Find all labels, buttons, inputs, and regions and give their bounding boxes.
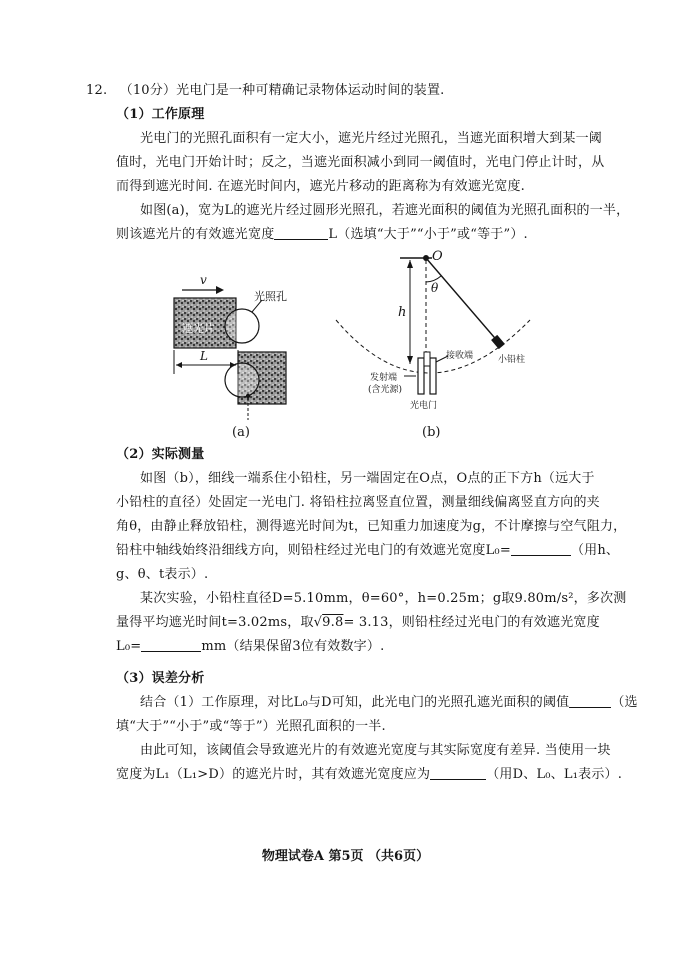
- answer-blank-5[interactable]: [430, 767, 486, 780]
- emitter-label: 发射端: [370, 373, 398, 383]
- paragraph-3-line-2: 小铅柱的直径）处固定一光电门. 将铅柱拉离竖直位置，测量细线偏离竖直方向的夹: [116, 495, 600, 510]
- text-segment: 宽度为L₁（L₁>D）的遮光片时，其有效遮光宽度应为: [116, 767, 431, 782]
- paragraph-2-line-2: [116, 226, 528, 244]
- velocity-label: v: [200, 273, 207, 287]
- paragraph-6-line-1: 由此可知，该阈值会导致遮光片的有效遮光宽度与其实际宽度有差异. 当使用一块: [140, 743, 611, 758]
- emitter-sublabel: (含光源): [368, 385, 403, 395]
- section-2-title: （2）实际测量: [116, 447, 205, 462]
- paragraph-1-line-1: 光电门的光照孔面积有一定大小，遮光片经过光照孔，当遮光面积增大到某一阈: [140, 131, 603, 146]
- text-segment: mm（结果保留3位有效数字）.: [201, 639, 385, 654]
- hole-label: 光照孔: [254, 290, 287, 303]
- text-segment: L（选填“大于”“小于”或“等于”）.: [328, 227, 528, 242]
- question-title: （10分）光电门是一种可精确记录物体运动时间的装置.: [119, 83, 445, 98]
- text-segment: = 3.13，则铅柱经过光电门的有效遮光宽度: [343, 615, 600, 630]
- width-label: L: [200, 349, 208, 363]
- paragraph-5-line-2: 填“大于”“小于”或“等于”）光照孔面积的一半.: [116, 719, 386, 734]
- text-segment: 量得平均遮光时间t=3.02ms，取: [116, 615, 314, 630]
- paragraph-4-line-1: 某次实验，小铅柱直径D=5.10mm，θ=60°，h=0.25m；g取9.80m/s²，多次测: [140, 591, 627, 606]
- paragraph-5-line-1: [140, 694, 638, 712]
- light-hole-upper: [225, 309, 259, 343]
- answer-blank-1[interactable]: [274, 227, 328, 240]
- paragraph-1-line-2: 值时，光电门开始计时；反之，当遮光面积减小到同一阈值时，光电门停止计时，从: [116, 155, 605, 170]
- page-footer: 物理试卷A 第5页 （共6页）: [261, 849, 430, 864]
- height-label: h: [398, 305, 407, 320]
- text-segment: 铅柱中轴线始终沿细线方向，则铅柱经过光电门的有效遮光宽度L₀=: [116, 543, 511, 558]
- figure-b-caption: (b): [422, 425, 441, 440]
- gate-receiver: [430, 358, 436, 394]
- pivot-label: O: [432, 249, 443, 264]
- gate-emitter: [418, 358, 424, 394]
- sqrt-operand: 9.8: [322, 615, 344, 630]
- text-segment: （用h、: [570, 543, 620, 558]
- paragraph-6-line-2: [116, 766, 622, 784]
- answer-blank-3[interactable]: [141, 639, 201, 652]
- paragraph-4-line-2: [116, 614, 600, 632]
- question-number: 12.: [86, 83, 108, 98]
- figure-b: [330, 248, 570, 448]
- paragraph-3-line-3: 角θ，由静止释放铅柱，测得遮光时间为t，已知重力加速度为g，不计摩擦与空气阻力，: [116, 519, 627, 534]
- shade-label: 遮光片: [182, 322, 215, 335]
- paragraph-3-line-4: [116, 542, 619, 560]
- angle-label: θ: [431, 281, 439, 295]
- gate-label: 光电门: [410, 401, 438, 411]
- text-segment: 则该遮光片的有效遮光宽度: [116, 227, 275, 242]
- text-segment: 结合（1）工作原理，对比L₀与D可知，此光电门的光照孔遮光面积的阈值: [140, 695, 570, 710]
- answer-blank-4[interactable]: [569, 695, 611, 708]
- paragraph-3-line-5: g、θ、t表示）.: [116, 567, 209, 582]
- paragraph-2-line-1: 如图(a)，宽为L的遮光片经过圆形光照孔，若遮光面积的阈值为光照孔面积的一半，: [140, 203, 630, 218]
- sqrt-symbol: √: [313, 615, 323, 630]
- string: [426, 258, 500, 344]
- receiver-label: 接收端: [446, 351, 474, 361]
- light-hole-lower: [225, 363, 259, 397]
- answer-blank-2[interactable]: [511, 543, 571, 556]
- figure-a-caption: (a): [232, 425, 250, 440]
- paragraph-4-line-3: [116, 638, 384, 656]
- text-segment: L₀=: [116, 639, 142, 654]
- text-segment: （用D、L₀、L₁表示）.: [486, 767, 623, 782]
- section-1-title: （1）工作原理: [116, 107, 205, 122]
- figure-a: [160, 270, 290, 445]
- paragraph-1-line-3: 而得到遮光时间. 在遮光时间内，遮光片移动的距离称为有效遮光宽度.: [116, 179, 525, 194]
- text-segment: （选: [611, 695, 638, 710]
- paragraph-3-line-1: 如图（b），细线一端系住小铅柱，另一端固定在O点，O点的正下方h（远大于: [140, 471, 595, 486]
- section-3-title: （3）误差分析: [116, 671, 205, 686]
- question-header: [86, 82, 445, 100]
- sinker-label: 小铅柱: [498, 355, 526, 365]
